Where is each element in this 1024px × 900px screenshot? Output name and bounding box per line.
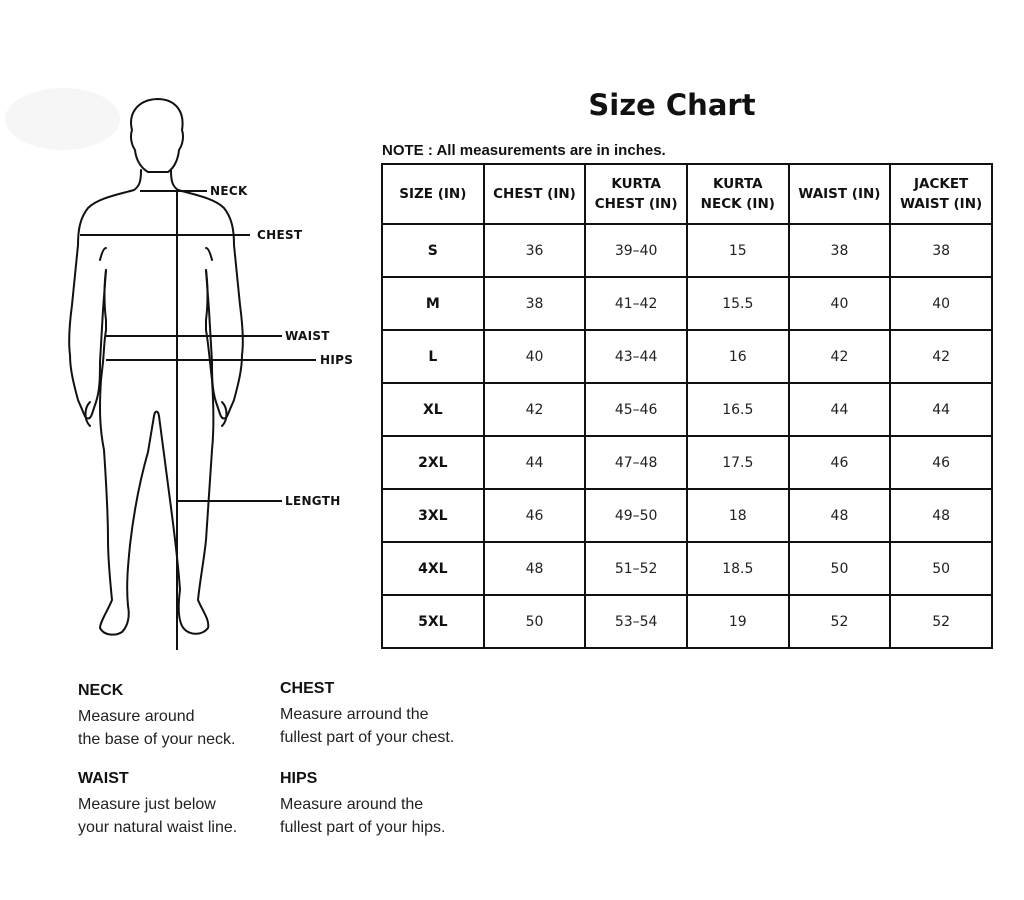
table-cell: 38 bbox=[789, 224, 891, 277]
table-cell: 45–46 bbox=[585, 383, 687, 436]
table-cell: 41–42 bbox=[585, 277, 687, 330]
table-row bbox=[382, 277, 992, 330]
table-cell: 47–48 bbox=[585, 436, 687, 489]
table-row bbox=[382, 383, 992, 436]
table-cell: 36 bbox=[484, 224, 586, 277]
table-cell: 40 bbox=[890, 277, 992, 330]
table-cell: 50 bbox=[484, 595, 586, 648]
guide-chest bbox=[280, 680, 500, 749]
table-row bbox=[382, 224, 992, 277]
neck-label: NECK bbox=[210, 184, 248, 198]
size-cell: 5XL bbox=[382, 595, 484, 648]
table-row bbox=[382, 330, 992, 383]
guide-neck-title: NECK bbox=[78, 682, 124, 699]
table-cell: 38 bbox=[484, 277, 586, 330]
header-jacket-waist: JACKET WAIST (IN) bbox=[890, 164, 992, 224]
table-cell: 46 bbox=[484, 489, 586, 542]
table-row bbox=[382, 436, 992, 489]
size-cell: S bbox=[382, 224, 484, 277]
length-label: LENGTH bbox=[285, 494, 341, 508]
guide-chest-title: CHEST bbox=[280, 680, 335, 697]
table-cell: 50 bbox=[890, 542, 992, 595]
header-chest: CHEST (IN) bbox=[484, 164, 586, 224]
table-cell: 19 bbox=[687, 595, 789, 648]
guide-waist-text: Measure just below bbox=[78, 796, 216, 813]
size-cell: 4XL bbox=[382, 542, 484, 595]
table-cell: 39–40 bbox=[585, 224, 687, 277]
guide-waist-text: your natural waist line. bbox=[78, 819, 238, 836]
guide-hips-text: fullest part of your hips. bbox=[280, 819, 446, 836]
table-cell: 52 bbox=[789, 595, 891, 648]
table-cell: 42 bbox=[484, 383, 586, 436]
table-cell: 18.5 bbox=[687, 542, 789, 595]
table-row bbox=[382, 542, 992, 595]
table-header-row bbox=[382, 164, 992, 224]
measurement-note: NOTE : All measurements are in inches. bbox=[382, 142, 666, 159]
table-cell: 38 bbox=[890, 224, 992, 277]
table-cell: 17.5 bbox=[687, 436, 789, 489]
table-cell: 44 bbox=[789, 383, 891, 436]
table-cell: 46 bbox=[890, 436, 992, 489]
hips-label: HIPS bbox=[320, 353, 354, 367]
guide-waist-title: WAIST bbox=[78, 770, 129, 787]
table-cell: 42 bbox=[890, 330, 992, 383]
waist-label: WAIST bbox=[285, 329, 330, 343]
table-row bbox=[382, 595, 992, 648]
guide-hips-title: HIPS bbox=[280, 770, 318, 787]
size-cell: XL bbox=[382, 383, 484, 436]
table-cell: 18 bbox=[687, 489, 789, 542]
table-row bbox=[382, 489, 992, 542]
table-cell: 42 bbox=[789, 330, 891, 383]
table-cell: 44 bbox=[484, 436, 586, 489]
chest-label: CHEST bbox=[257, 228, 303, 242]
table-cell: 46 bbox=[789, 436, 891, 489]
size-cell: M bbox=[382, 277, 484, 330]
guide-neck bbox=[78, 682, 278, 751]
guide-hips bbox=[280, 770, 500, 839]
guide-neck-text: the base of your neck. bbox=[78, 731, 236, 748]
table-cell: 51–52 bbox=[585, 542, 687, 595]
table-cell: 15.5 bbox=[687, 277, 789, 330]
guide-chest-text: Measure arround the bbox=[280, 706, 429, 723]
body-measurement-figure bbox=[0, 80, 380, 660]
guide-neck-text: Measure around bbox=[78, 708, 195, 725]
table-cell: 49–50 bbox=[585, 489, 687, 542]
table-cell: 16.5 bbox=[687, 383, 789, 436]
table-cell: 16 bbox=[687, 330, 789, 383]
table-cell: 40 bbox=[789, 277, 891, 330]
page-title: Size Chart bbox=[588, 88, 756, 122]
header-size: SIZE (IN) bbox=[382, 164, 484, 224]
guide-hips-text: Measure around the bbox=[280, 796, 424, 813]
guide-chest-text: fullest part of your chest. bbox=[280, 729, 455, 746]
header-kurta-neck: KURTA NECK (IN) bbox=[687, 164, 789, 224]
table-cell: 48 bbox=[789, 489, 891, 542]
table-cell: 48 bbox=[484, 542, 586, 595]
size-cell: 3XL bbox=[382, 489, 484, 542]
guide-waist bbox=[78, 770, 278, 839]
table-cell: 44 bbox=[890, 383, 992, 436]
table-cell: 43–44 bbox=[585, 330, 687, 383]
table-cell: 48 bbox=[890, 489, 992, 542]
table-cell: 53–54 bbox=[585, 595, 687, 648]
size-cell: 2XL bbox=[382, 436, 484, 489]
size-cell: L bbox=[382, 330, 484, 383]
table-cell: 40 bbox=[484, 330, 586, 383]
header-waist: WAIST (IN) bbox=[789, 164, 891, 224]
table-cell: 50 bbox=[789, 542, 891, 595]
body-outline-illustration bbox=[0, 80, 380, 660]
table-cell: 15 bbox=[687, 224, 789, 277]
header-kurta-chest: KURTA CHEST (IN) bbox=[585, 164, 687, 224]
table-cell: 52 bbox=[890, 595, 992, 648]
size-table bbox=[381, 163, 993, 649]
